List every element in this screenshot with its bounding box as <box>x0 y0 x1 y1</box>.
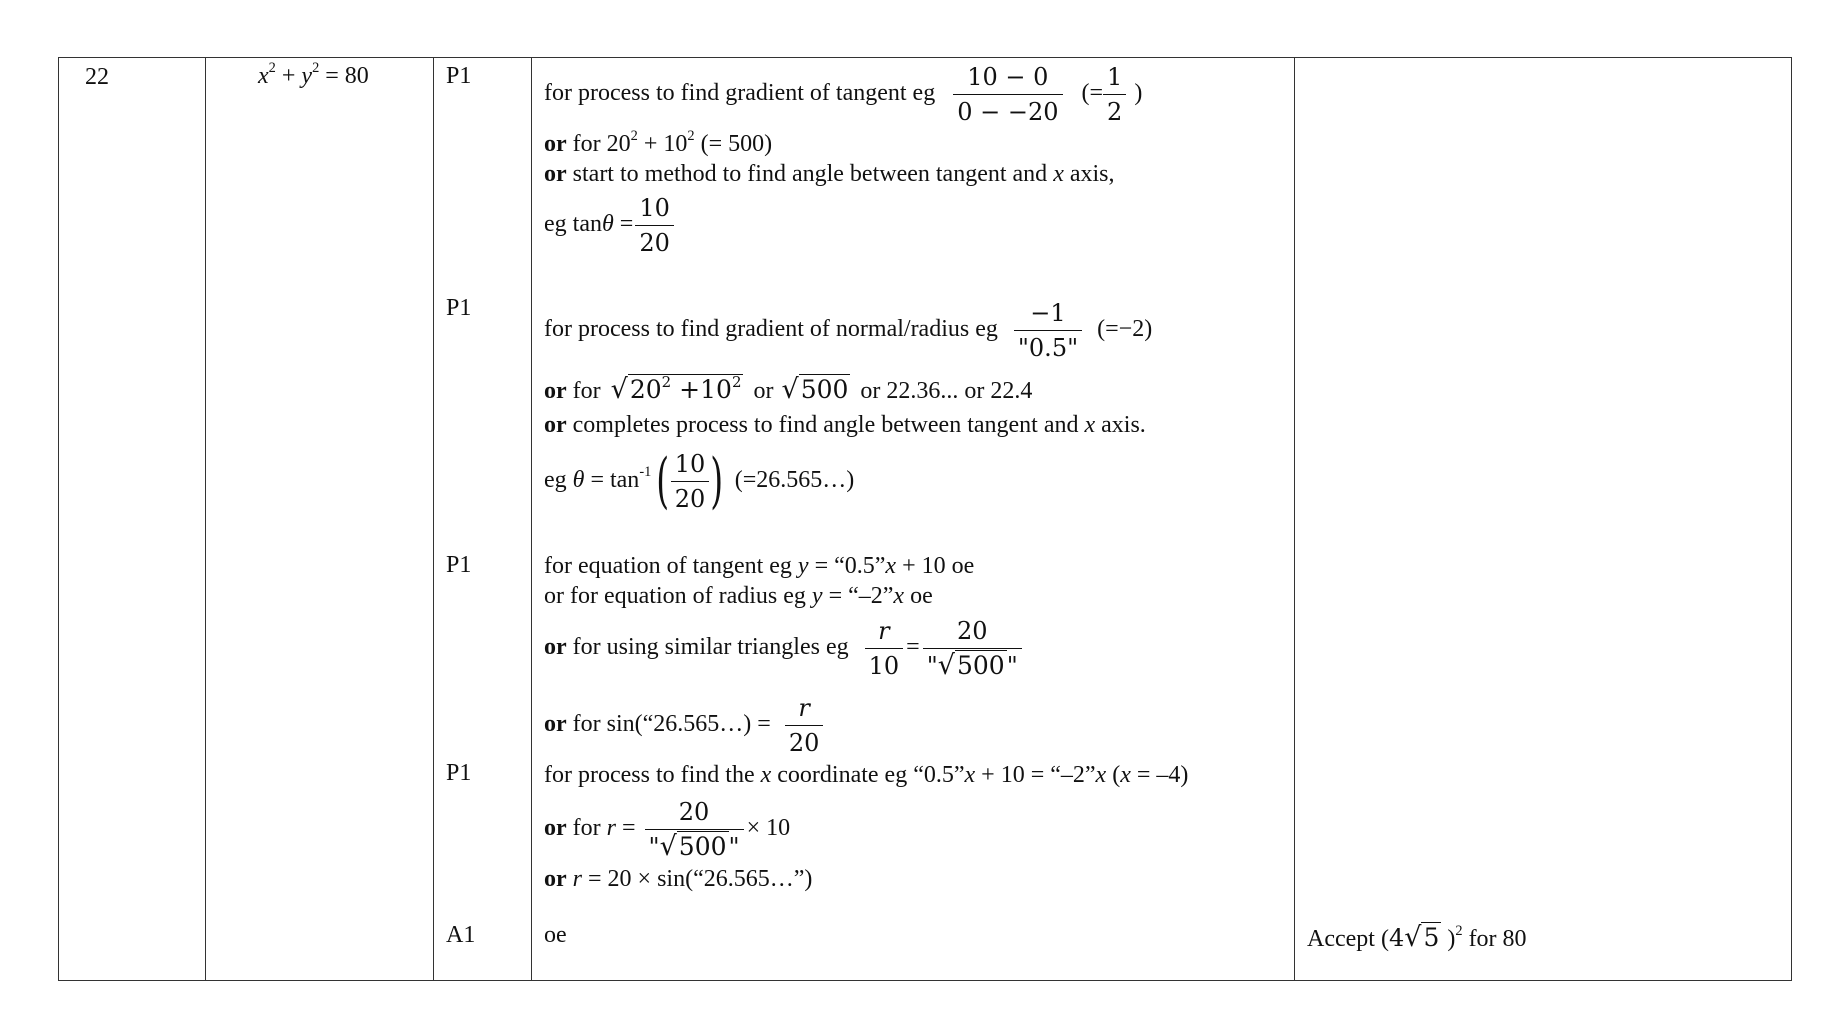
block2-line3: or completes process to find angle between tangent and x axis. <box>544 412 1146 438</box>
normal-gradient-fraction: $\frac{-1}{"0.5"}$ <box>1014 296 1082 365</box>
gradient-fraction: $\frac{10 - 0}{0 - -20}$ <box>953 60 1062 129</box>
question-cell <box>59 58 206 981</box>
mark-p1: P1 <box>446 63 472 89</box>
block1-line2: or for $20^2 + 10^2$ (= 500) <box>544 128 773 157</box>
block1-line1: for process to find gradient of tangent eg $\frac{10 - 0}{0 - -20}$ (= $\frac{1}{2}$ ) <box>544 60 1142 129</box>
block4-line3: or r = 20 × sin(“26.565…”) <box>544 866 813 892</box>
half-fraction: $\frac{1}{2}$ <box>1103 60 1126 129</box>
accept-comment: Accept (4√5 )$^2$ for 80 <box>1307 922 1527 953</box>
mark-p1: P1 <box>446 760 472 786</box>
block1-line4: eg tanθ = $\frac{10}{20}$ <box>544 189 677 260</box>
notes-cell <box>532 58 1295 981</box>
mark-a1: A1 <box>446 922 476 948</box>
block3-line3: or for using similar triangles eg $\frac{r}{10}$ = $\frac{20}{"√500"}$ <box>544 609 1025 685</box>
block2-line2: or for $√20^2 +10^2$ or √500 or 22.36... or 22.4 <box>544 370 1032 411</box>
block1-line3: or start to method to find angle between tangent and x axis, <box>544 161 1115 187</box>
block3-line2: or for equation of radius eg y = “–2”x oe <box>544 583 933 609</box>
comment-cell <box>1295 58 1792 981</box>
circle-equation: $x^2 + y^2 = 80$ <box>258 60 369 89</box>
block2-line1: for process to find gradient of normal/radius eg $\frac{-1}{"0.5"}$ (=−2) <box>544 296 1152 365</box>
mark-scheme-table <box>58 57 1792 981</box>
mark-cell <box>434 58 532 981</box>
mark-p1: P1 <box>446 552 472 578</box>
block4-line1: for process to find the x coordinate eg “0.5”x + 10 = “–2”x (x = –4) <box>544 762 1189 788</box>
block3-line4: or for sin(“26.565…) = $\frac{r}{20}$ <box>544 688 826 760</box>
root-500: √500 <box>781 374 849 405</box>
root-20sq-10sq: $√20^2 +10^2$ <box>610 372 742 405</box>
table-row <box>59 58 1792 981</box>
block3-line1: for equation of tangent eg y = “0.5”x + 10 oe <box>544 553 975 579</box>
block2-line4: eg $\theta = \tan^{-1}$( $\frac{10}{20}$ ) (=26.565…) <box>544 446 855 517</box>
block4-line2: or for r = $\frac{20}{"√500"}$ × 10 <box>544 788 790 868</box>
question-number: 22 <box>85 64 109 90</box>
mark-p1: P1 <box>446 295 472 321</box>
block5-line1: oe <box>544 922 567 948</box>
working-cell <box>206 58 434 981</box>
